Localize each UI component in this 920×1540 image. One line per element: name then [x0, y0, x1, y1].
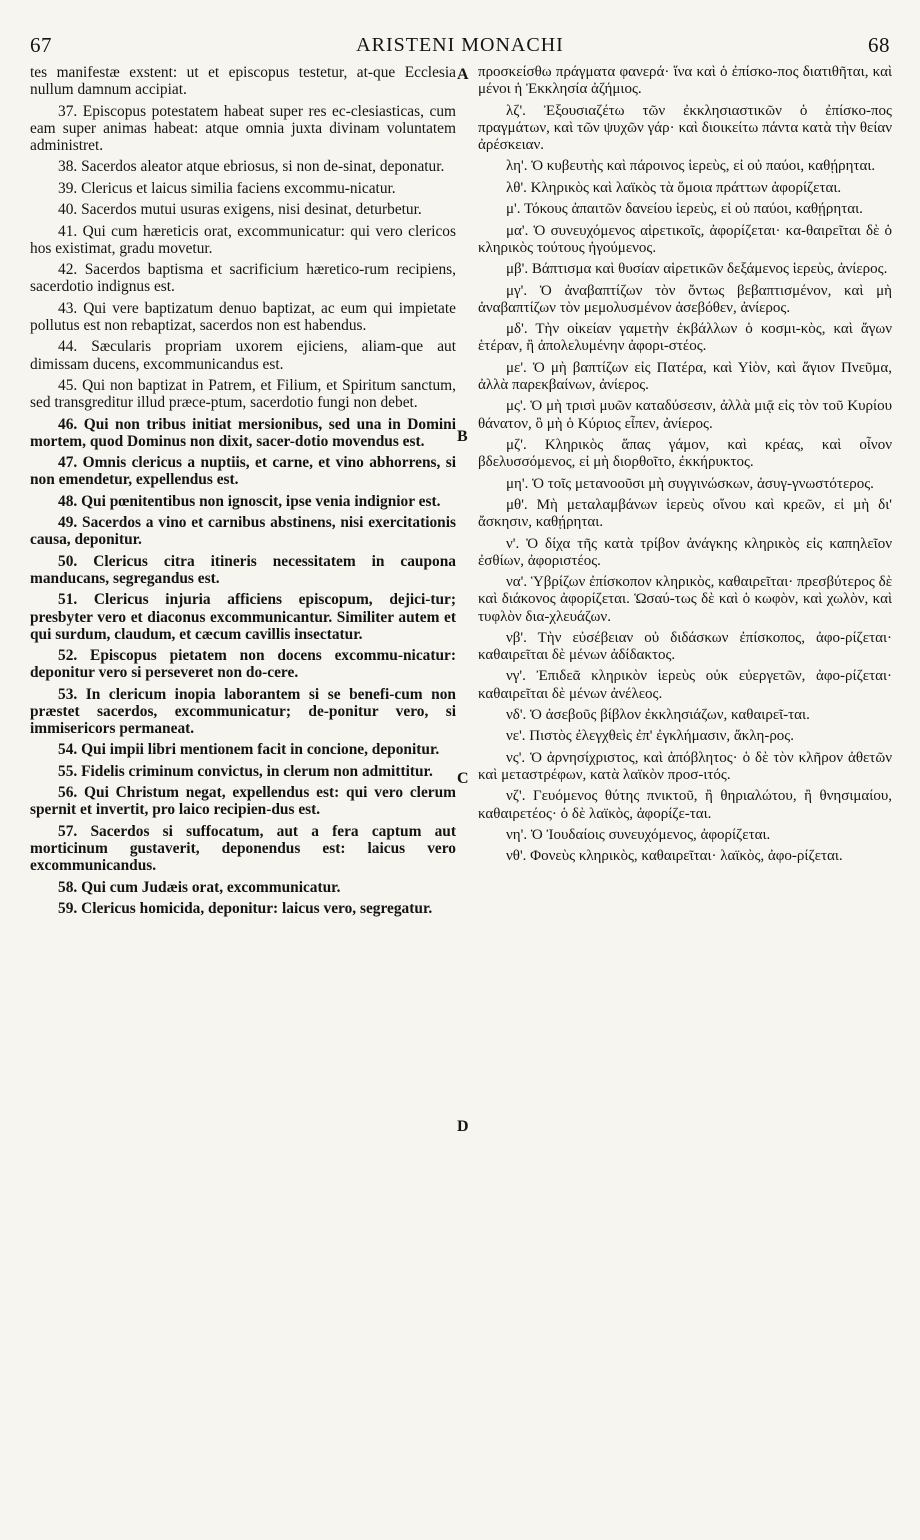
- greek-entry: με'. Ὁ μὴ βαπτίζων εἰς Πατέρα, καὶ Υἱὸν, καὶ ἅγιον Πνεῦμα, ἀλλὰ παρεκβαίνων, ἀνίερος.: [478, 359, 892, 393]
- latin-entry: 44. Sæcularis propriam uxorem ejiciens, aliam-que aut dimissam ducens, excommunicandus est.: [30, 338, 456, 373]
- latin-entry: 40. Sacerdos mutui usuras exigens, nisi desinat, deturbetur.: [58, 201, 422, 219]
- greek-entry: ν'. Ὁ δίχα τῆς κατὰ τρίβον ἀνάγκης κληρικὸς εἰς καπηλεῖον ἐσθίων, ἀφοριστέος.: [478, 535, 892, 569]
- greek-entry: μγ'. Ὁ ἀναβαπτίζων τὸν ὄντως βεβαπτισμένον, καὶ μὴ ἀναβαπτίζων τὸν μεμολυσμένον ἀσεβόθεν, ἀνίερος.: [478, 282, 892, 316]
- latin-entry: 51. Clericus injuria afficiens episcopum, dejici-tur; presbyter vero et diaconus excommunicantur. Similiter autem et qui surdum, claudum, et cæcum cavillis insectatur.: [30, 591, 456, 643]
- right-page-number: 68: [867, 32, 890, 57]
- greek-entry: προσκείσθω πράγματα φανερά· ἵνα καὶ ὁ ἐπίσκο-πος διατιθῆται, καὶ μένοι ἡ Ἐκκλησία ἀζήμιος.: [478, 64, 892, 98]
- greek-entry: νθ'. Φονεὺς κληρικὸς, καθαιρεῖται· λαϊκὸς, ἀφο-ρίζεται.: [506, 848, 843, 865]
- latin-entry: 42. Sacerdos baptisma et sacrificium hæretico-rum recipiens, sacerdotio indignus est.: [30, 261, 456, 296]
- greek-entry: μς'. Ὁ μὴ τρισὶ μυῶν καταδύσεσιν, ἀλλὰ μιᾷ εἰς τὸν τοῦ Κυρίου θάνατον, ὃ μὴ ὁ Κύριος εἶπεν, ἀνίερος.: [478, 398, 892, 432]
- latin-entry: 37. Episcopus potestatem habeat super res ec-clesiasticas, cum eam super animas habeat: atque omnia juxta divinam voluntatem administret.: [30, 102, 456, 154]
- greek-entry: λζ'. Ἐξουσιαζέτω τῶν ἐκκλησιαστικῶν ὁ ἐπίσκο-πος πραγμάτων, καὶ τῶν ψυχῶν γάρ· καὶ διοικείτω πάντα κατὰ τὴν θείαν ἀρέσκειαν.: [478, 102, 892, 153]
- greek-entry: λη'. Ὁ κυβευτὴς καὶ πάροινος ἱερεὺς, εἰ οὐ παύοι, καθῄρηται.: [506, 158, 876, 175]
- latin-entry: 58. Qui cum Judæis orat, excommunicatur.: [58, 878, 341, 896]
- margin-marker-d: D: [457, 1118, 469, 1135]
- latin-entry: 52. Episcopus pietatem non docens excommu-nicatur: deponitur vero si perseveret non do-cere.: [30, 647, 456, 682]
- greek-column: [478, 64, 892, 870]
- latin-entry: 49. Sacerdos a vino et carnibus abstinens, nisi exercitationis causa, deponitur.: [30, 514, 456, 549]
- margin-marker-c: C: [457, 770, 469, 787]
- latin-entry: 38. Sacerdos aleator atque ebriosus, si non de-sinat, deponatur.: [58, 158, 445, 176]
- latin-entry: 43. Qui vere baptizatum denuo baptizat, ac eum qui impietate pollutus est non rebaptizat, sacerdos non est habendus.: [30, 299, 456, 334]
- greek-entry: λθ'. Κληρικὸς καὶ λαϊκὸς τὰ ὅμοια πράττων ἀφορίζεται.: [506, 179, 842, 196]
- latin-entry: 39. Clericus et laicus similia faciens excommu-nicatur.: [58, 179, 396, 197]
- latin-entry: 45. Qui non baptizat in Patrem, et Filium, et Spiritum sanctum, sed transgreditur illud præce-ptum, sacerdotio fungi non debet.: [30, 376, 456, 412]
- left-page-number: 67: [30, 32, 52, 57]
- latin-column: [30, 64, 456, 921]
- latin-entry: 56. Qui Christum negat, expellendus est: qui vero clerum spernit et invertit, pro laico recipien-dus est.: [30, 784, 456, 819]
- margin-marker-a: A: [457, 66, 469, 83]
- greek-entry: νγ'. Ἐπιδεᾶ κληρικὸν ἱερεὺς οὐκ εὐεργετῶν, ἀφο-ρίζεται· καθαιρεῖται δὲ μένων ἀνέλεος.: [478, 668, 892, 702]
- greek-entry: νς'. Ὁ ἀρνησίχριστος, καὶ ἀπόβλητος· ὁ δὲ τὸν κλῆρον ἀθετῶν καὶ μεταστρέφων, κατὰ λαϊκὸν προσ-ιτός.: [478, 749, 892, 784]
- margin-marker-b: B: [457, 428, 468, 445]
- running-header: [30, 30, 890, 60]
- greek-entry: μη'. Ὁ τοῖς μετανοοῦσι μὴ συγγινώσκων, ἀσυγ-γνωστότερος.: [506, 475, 874, 492]
- greek-entry: νη'. Ὁ Ἰουδαίοις συνευχόμενος, ἀφορίζεται.: [506, 827, 771, 844]
- running-title: ARISTENI MONACHI: [356, 33, 564, 56]
- latin-entry: 46. Qui non tribus initiat mersionibus, sed una in Domini mortem, quod Dominus non dixit, sacer-dotio movendus est.: [30, 415, 456, 450]
- greek-entry: μζ'. Κληρικὸς ἅπας γάμον, καὶ κρέας, καὶ οἶνον βδελυσσόμενος, εἰ μὴ διορθοῖτο, ἐκκήρυκτος.: [478, 436, 892, 471]
- greek-entry: νε'. Πιστὸς ἐλεγχθεὶς ἐπ' ἐγκλήμασιν, ἄκλη-ρος.: [506, 728, 794, 745]
- greek-entry: νζ'. Γευόμενος θύτης πνικτοῦ, ἢ θηριαλώτου, ἢ θνησιμαίου, καθαιρετέος· ὁ δὲ λαϊκὸς, ἀφορίζε-ται.: [478, 788, 892, 822]
- latin-entry: 59. Clericus homicida, deponitur: laicus vero, segregatur.: [58, 900, 433, 918]
- latin-entry: 53. In clericum inopia laborantem si se benefi-cum non præstet sacerdos, excommunicatur; de-ponitur vero, si immisericors permaneat.: [30, 685, 456, 738]
- latin-entry: 50. Clericus citra itineris necessitatem in caupona manducans, segregandus est.: [30, 552, 456, 587]
- greek-entry: μα'. Ὁ συνευχόμενος αἱρετικοῖς, ἀφορίζεται· κα-θαιρεῖται δὲ ὁ κληρικὸς τούτους ἡγούμενος.: [478, 222, 892, 256]
- latin-entry: 41. Qui cum hæreticis orat, excommunicatur: qui vero clericos hos existimat, gradu movetur.: [30, 222, 456, 257]
- latin-entry: 48. Qui pœnitentibus non ignoscit, ipse venia indignior est.: [58, 492, 441, 510]
- greek-entry: να'. Ὑβρίζων ἐπίσκοπον κληρικὸς, καθαιρεῖται· πρεσβύτερος δὲ καὶ διάκονος ἀφορίζεται. Ὡσαύ-τως δὲ καὶ ὁ κωφὸν, καὶ χωλὸν, καὶ τυφλὸν δια-χλευάζων.: [478, 574, 892, 625]
- latin-entry: 54. Qui impii libri mentionem facit in concione, deponitur.: [58, 741, 440, 759]
- latin-entry: tes manifestæ exstent: ut et episcopus testetur, at-que Ecclesia nullum damnum accipiat.: [30, 64, 456, 99]
- latin-entry: 47. Omnis clericus a nuptiis, et carne, et vino abhorrens, si non emendetur, expellendus est.: [30, 454, 456, 489]
- greek-entry: μδ'. Τὴν οἰκείαν γαμετὴν ἐκβάλλων ὁ κοσμι-κὸς, καὶ ἄγων ἑτέραν, ἢ ἀπολελυμένην ἀφορι-στέος.: [478, 321, 892, 355]
- greek-entry: νβ'. Τὴν εὐσέβειαν οὐ διδάσκων ἐπίσκοπος, ἀφο-ρίζεται· καθαιρεῖται δὲ μένων ἀδίδακτος.: [478, 629, 892, 664]
- greek-entry: μ'. Τόκους ἀπαιτῶν δανείου ἱερεὺς, εἰ οὐ παύοι, καθῄρηται.: [506, 201, 863, 218]
- greek-entry: νδ'. Ὁ ἀσεβοῦς βίβλον ἐκκλησιάζων, καθαιρεῖ-ται.: [506, 707, 810, 724]
- greek-entry: μβ'. Βάπτισμα καὶ θυσίαν αἱρετικῶν δεξάμενος ἱερεὺς, ἀνίερος.: [506, 261, 888, 278]
- greek-entry: μθ'. Μὴ μεταλαμβάνων ἱερεὺς οἴνου καὶ κρεῶν, εἰ μὴ δι' ἄσκησιν, καθῄρηται.: [478, 496, 892, 531]
- latin-entry: 55. Fidelis criminum convictus, in clerum non admittitur.: [58, 762, 433, 780]
- latin-entry: 57. Sacerdos si suffocatum, aut a fera captum aut morticinum gustaverit, deponendus est: laicus vero excommunicandus.: [30, 822, 456, 875]
